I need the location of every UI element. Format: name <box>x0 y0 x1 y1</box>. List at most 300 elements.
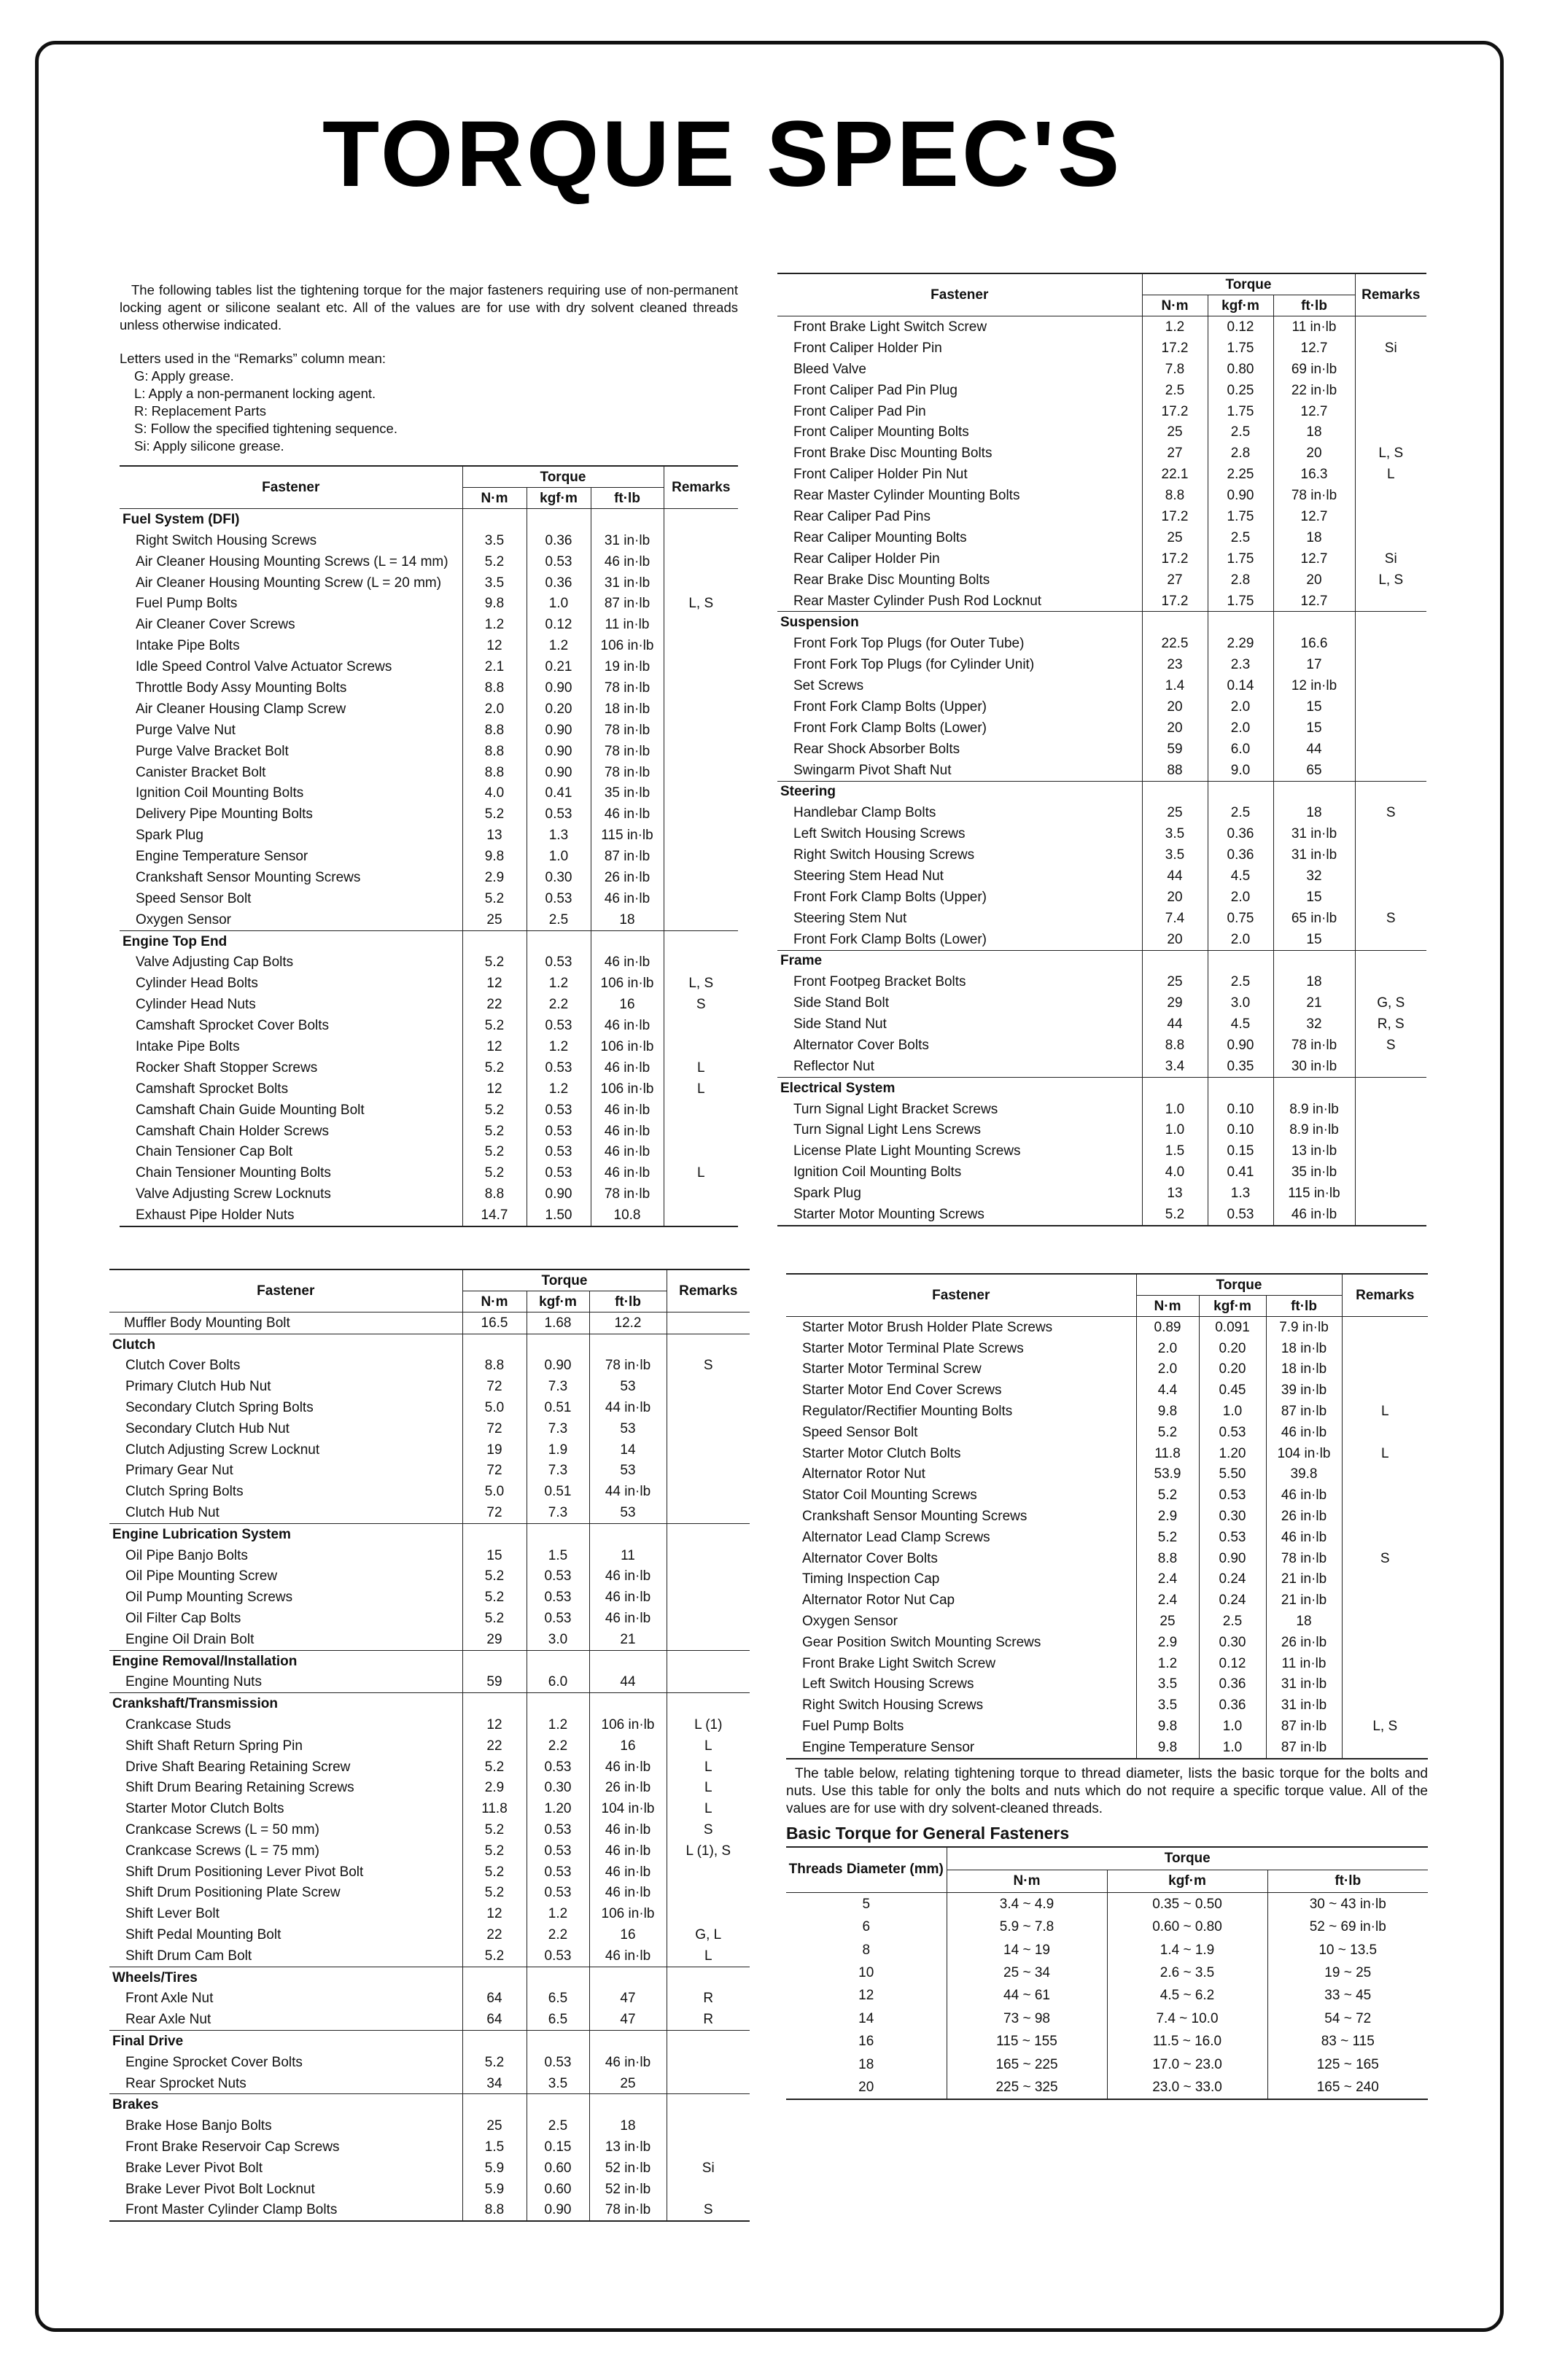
kgfm-value: 0.15 <box>527 2136 589 2158</box>
ftlb-value: 46 in·lb <box>1273 1204 1355 1226</box>
nm-value: 25 <box>1142 421 1208 443</box>
kgfm-value: 2.5 <box>1208 971 1273 992</box>
table-row <box>777 633 1426 654</box>
fastener-name: Front Brake Light Switch Screw <box>793 319 987 335</box>
thread-diameter: 18 <box>858 2056 874 2072</box>
kgfm-value: 1.2 <box>527 973 591 994</box>
nm-value: 8.8 <box>462 720 527 741</box>
nm-value: 25 <box>1136 1611 1199 1632</box>
remarks-value <box>664 762 738 783</box>
ftlb-value: 47 <box>589 1988 667 2010</box>
ftlb-value: 46 in·lb <box>589 1608 667 1629</box>
fastener-name: Shift Drum Positioning Lever Pivot Bolt <box>125 1864 364 1880</box>
kgfm-value: 0.20 <box>1199 1359 1266 1380</box>
ftlb-value: 106 in·lb <box>589 1903 667 1924</box>
table-row <box>777 802 1426 823</box>
thread-diameter: 6 <box>862 1919 871 1935</box>
fastener-name: Delivery Pipe Mounting Bolts <box>136 806 313 822</box>
kgfm-value: 5.50 <box>1199 1464 1266 1485</box>
kgfm-value: 2.2 <box>527 994 591 1015</box>
kgfm-value: 0.51 <box>527 1397 589 1418</box>
kgfm-value: 0.90 <box>527 1183 591 1205</box>
fastener-name: Crankcase Screws (L = 50 mm) <box>125 1822 319 1838</box>
ftlb-range: 30 ~ 43 in·lb <box>1267 1892 1428 1916</box>
remarks-value <box>1355 971 1426 992</box>
nm-value: 27 <box>1142 443 1208 464</box>
nm-value: 5.2 <box>462 1883 527 1904</box>
table-row <box>109 2073 750 2094</box>
nm-value: 17.2 <box>1142 401 1208 422</box>
fastener-name: Rear Caliper Mounting Bolts <box>793 529 967 545</box>
nm-value: 4.0 <box>462 782 527 804</box>
kgfm-value: 0.20 <box>527 699 591 720</box>
kgfm-value: 0.36 <box>527 572 591 594</box>
ftlb-value: 17 <box>1273 654 1355 675</box>
ftlb-value: 16 <box>589 1924 667 1945</box>
table-row <box>120 720 738 741</box>
kgfm-value: 0.36 <box>1199 1674 1266 1695</box>
remarks-value <box>667 1461 750 1482</box>
remarks-value <box>1355 929 1426 950</box>
ftlb-value: 13 in·lb <box>1273 1140 1355 1162</box>
remarks-value <box>664 699 738 720</box>
kgfm-value: 2.2 <box>527 1924 589 1945</box>
thread-diameter: 16 <box>858 2034 874 2050</box>
table-row <box>120 593 738 614</box>
ftlb-value: 87 in·lb <box>1266 1716 1342 1737</box>
torque-table <box>777 273 1426 1226</box>
ftlb-value: 78 in·lb <box>591 762 664 783</box>
table-row <box>777 338 1426 359</box>
remarks-value: L <box>667 1798 750 1819</box>
remarks-value <box>667 1502 750 1523</box>
basic-note-text: The table below, relating tightening torque to thread diameter, lists the basic torque for the bolts and nuts. Use this table for only the bolts and nuts which do not require a specific torque value. All of the values are for use with dry solvent-cleaned threads. <box>786 1765 1428 1816</box>
thread-diameter: 8 <box>862 1942 871 1958</box>
fastener-name: Rear Master Cylinder Mounting Bolts <box>793 488 1020 504</box>
table-row <box>786 1380 1428 1401</box>
ftlb-value: 46 in·lb <box>591 888 664 909</box>
remarks-value <box>1342 1527 1428 1548</box>
nm-range: 14 ~ 19 <box>947 1939 1107 1961</box>
remarks-value <box>1355 591 1426 612</box>
ftlb-value: 13 in·lb <box>589 2136 667 2158</box>
ftlb-value: 18 <box>1273 971 1355 992</box>
fastener-name: Front Fork Clamp Bolts (Lower) <box>793 720 987 736</box>
ftlb-value: 87 in·lb <box>1266 1401 1342 1422</box>
section-header <box>109 1650 750 1671</box>
fastener-name: Shift Shaft Return Spring Pin <box>125 1738 303 1754</box>
section-label: Brakes <box>109 2094 462 2115</box>
table-row <box>777 823 1426 844</box>
kgfm-value: 2.5 <box>1208 527 1273 548</box>
fastener-header: Fastener <box>120 466 462 509</box>
fastener-name: Gear Position Switch Mounting Screws <box>802 1634 1041 1650</box>
kgfm-value: 0.53 <box>1199 1485 1266 1506</box>
ftlb-value: 46 in·lb <box>589 1587 667 1608</box>
ftlb-value: 52 in·lb <box>589 2179 667 2200</box>
table-row <box>109 2136 750 2158</box>
nm-value: 1.0 <box>1142 1099 1208 1120</box>
remarks-value <box>1355 675 1426 696</box>
table-row <box>109 1862 750 1883</box>
kgfm-value: 0.53 <box>527 888 591 909</box>
nm-value: 2.0 <box>462 699 527 720</box>
table-row <box>120 1183 738 1205</box>
fastener-name: Set Screws <box>793 677 864 693</box>
nm-value: 2.5 <box>1142 380 1208 401</box>
kgfm-value: 0.53 <box>527 551 591 572</box>
table-row <box>786 2053 1428 2075</box>
remarks-value: L <box>667 1778 750 1799</box>
nm-value: 16.5 <box>462 1312 527 1334</box>
fastener-name: Camshaft Chain Holder Screws <box>136 1123 330 1139</box>
table-row <box>786 1359 1428 1380</box>
table-row <box>777 844 1426 866</box>
nm-value: 22.1 <box>1142 464 1208 485</box>
kgfm-value: 2.0 <box>1208 887 1273 908</box>
ftlb-value: 15 <box>1273 718 1355 739</box>
nm-value: 29 <box>1142 992 1208 1014</box>
section-header <box>777 612 1426 633</box>
nm-value: 3.5 <box>1142 823 1208 844</box>
table-row <box>120 825 738 846</box>
fastener-name: Valve Adjusting Screw Locknuts <box>136 1186 331 1202</box>
torque-table <box>786 1273 1428 1759</box>
nm-value: 5.2 <box>462 1566 527 1587</box>
fastener-name: Speed Sensor Bolt <box>136 890 252 906</box>
nm-value: 2.9 <box>1136 1632 1199 1653</box>
table-row <box>109 1418 750 1439</box>
table-row <box>777 739 1426 760</box>
table-row <box>786 1506 1428 1527</box>
nm-value: 88 <box>1142 760 1208 781</box>
table-row <box>777 506 1426 527</box>
nm-value: 34 <box>462 2073 527 2094</box>
section-label: Crankshaft/Transmission <box>109 1693 462 1714</box>
table-row <box>109 1672 750 1693</box>
fastener-name: Oil Filter Cap Bolts <box>125 1611 241 1627</box>
table-row <box>786 1548 1428 1569</box>
remarks-value <box>664 909 738 930</box>
remarks-value <box>1355 506 1426 527</box>
table-row <box>786 1674 1428 1695</box>
kgfm-value: 0.12 <box>527 614 591 635</box>
nm-value: 19 <box>462 1439 527 1461</box>
kgfm-header: kgf·m <box>527 1291 589 1312</box>
section-label: Suspension <box>777 612 1142 633</box>
kgfm-header: kgf·m <box>527 488 591 509</box>
kgfm-value: 2.0 <box>1208 929 1273 950</box>
fastener-header: Fastener <box>777 273 1142 316</box>
fastener-name: Front Brake Light Switch Screw <box>802 1655 996 1671</box>
kgfm-value: 2.29 <box>1208 633 1273 654</box>
remarks-header: Remarks <box>1355 273 1426 316</box>
nm-value: 5.2 <box>462 1100 527 1121</box>
fastener-name: Alternator Lead Clamp Screws <box>802 1529 990 1545</box>
ftlb-value: 46 in·lb <box>591 1100 664 1121</box>
fastener-name: Swingarm Pivot Shaft Nut <box>793 762 952 778</box>
nm-value: 20 <box>1142 929 1208 950</box>
fastener-name: Shift Drum Cam Bolt <box>125 1948 252 1964</box>
kgfm-value: 1.0 <box>1199 1401 1266 1422</box>
nm-value: 8.8 <box>462 1356 527 1377</box>
fastener-name: Rear Sprocket Nuts <box>125 2075 246 2091</box>
table-row <box>777 866 1426 887</box>
fastener-name: Crankshaft Sensor Mounting Screws <box>802 1509 1028 1525</box>
ftlb-value: 12.7 <box>1273 401 1355 422</box>
fastener-name: Turn Signal Light Lens Screws <box>793 1122 981 1138</box>
nm-value: 1.5 <box>462 2136 527 2158</box>
section-header <box>777 950 1426 971</box>
kgfm-value: 2.5 <box>1199 1611 1266 1632</box>
ftlb-value: 46 in·lb <box>589 1945 667 1967</box>
fastener-name: Alternator Rotor Nut Cap <box>802 1592 955 1609</box>
ftlb-value: 26 in·lb <box>1266 1632 1342 1653</box>
table-row <box>120 1142 738 1163</box>
kgfm-value: 1.3 <box>1208 1183 1273 1204</box>
ftlb-value: 16.3 <box>1273 464 1355 485</box>
table-row <box>777 1119 1426 1140</box>
fastener-name: Starter Motor Mounting Screws <box>793 1206 984 1222</box>
remarks-value <box>664 782 738 804</box>
ftlb-range: 125 ~ 165 <box>1267 2053 1428 2075</box>
kgfm-range: 17.0 ~ 23.0 <box>1107 2053 1267 2075</box>
table-row <box>109 1903 750 1924</box>
table-row <box>777 1162 1426 1183</box>
ftlb-value: 20 <box>1273 443 1355 464</box>
section-label: Electrical System <box>777 1077 1142 1098</box>
kgfm-value: 0.30 <box>1199 1632 1266 1653</box>
nm-value: 25 <box>1142 527 1208 548</box>
remarks-value: S <box>1342 1548 1428 1569</box>
remarks-value <box>1355 527 1426 548</box>
kgfm-value: 0.90 <box>527 741 591 762</box>
ftlb-value: 69 in·lb <box>1273 359 1355 380</box>
kgfm-value: 0.90 <box>1208 485 1273 506</box>
remarks-value <box>1342 1380 1428 1401</box>
kgfm-value: 4.5 <box>1208 1014 1273 1035</box>
table-row <box>120 1162 738 1183</box>
ftlb-value: 46 in·lb <box>591 952 664 973</box>
remarks-value <box>1355 696 1426 718</box>
nm-value: 5.2 <box>462 1015 527 1036</box>
fastener-name: Ignition Coil Mounting Bolts <box>793 1164 962 1181</box>
fastener-name: Spark Plug <box>136 828 203 844</box>
kgfm-value: 0.90 <box>1199 1548 1266 1569</box>
kgfm-value: 1.3 <box>527 825 591 846</box>
nm-value: 1.5 <box>1142 1140 1208 1162</box>
kgfm-value: 0.53 <box>1199 1527 1266 1548</box>
ftlb-value: 31 in·lb <box>1266 1674 1342 1695</box>
ftlb-value: 21 <box>1273 992 1355 1014</box>
nm-value: 22 <box>462 994 527 1015</box>
intro-text <box>120 273 738 455</box>
nm-value: 72 <box>462 1418 527 1439</box>
remarks-value: L <box>667 1757 750 1778</box>
table-row <box>777 696 1426 718</box>
kgfm-value: 2.3 <box>1208 654 1273 675</box>
kgfm-value: 2.8 <box>1208 443 1273 464</box>
nm-value: 5.0 <box>462 1397 527 1418</box>
table-row <box>109 2009 750 2030</box>
fastener-name: Engine Sprocket Cover Bolts <box>125 2054 303 2070</box>
ftlb-value: 44 in·lb <box>589 1481 667 1502</box>
ftlb-value: 46 in·lb <box>591 804 664 825</box>
table-row <box>786 1590 1428 1611</box>
fastener-name: Front Fork Clamp Bolts (Upper) <box>793 699 987 715</box>
section-header <box>109 1967 750 1988</box>
remarks-value <box>664 1100 738 1121</box>
ftlb-value: 52 in·lb <box>589 2158 667 2179</box>
ftlb-value: 53 <box>589 1502 667 1523</box>
fastener-name: Rear Shock Absorber Bolts <box>793 741 960 757</box>
remarks-value <box>1355 485 1426 506</box>
remarks-value <box>1355 887 1426 908</box>
remarks-value: G, S <box>1355 992 1426 1014</box>
table-row <box>777 485 1426 506</box>
ftlb-value: 35 in·lb <box>591 782 664 804</box>
nm-value: 5.2 <box>462 1862 527 1883</box>
fastener-name: Shift Pedal Mounting Bolt <box>125 1927 281 1942</box>
basic-torque-header: Torque <box>947 1847 1428 1870</box>
table-row <box>777 992 1426 1014</box>
fastener-name: Front Caliper Mounting Bolts <box>793 424 969 440</box>
table-row <box>109 1356 750 1377</box>
table-row <box>109 1735 750 1757</box>
ftlb-value: 78 in·lb <box>591 720 664 741</box>
nm-value: 1.2 <box>1136 1653 1199 1674</box>
kgfm-value: 0.30 <box>527 1778 589 1799</box>
kgfm-value: 1.0 <box>527 593 591 614</box>
kgfm-value: 3.5 <box>527 2073 589 2094</box>
fastener-name: Starter Motor Terminal Screw <box>802 1361 982 1377</box>
nm-value: 5.2 <box>462 1162 527 1183</box>
kgfm-range: 1.4 ~ 1.9 <box>1107 1939 1267 1961</box>
table-row <box>786 1892 1428 1916</box>
kgfm-value: 1.9 <box>527 1439 589 1461</box>
table-row <box>777 443 1426 464</box>
section-label: Engine Lubrication System <box>109 1523 462 1544</box>
kgfm-value: 0.53 <box>527 2052 589 2073</box>
ftlb-value: 78 in·lb <box>591 1183 664 1205</box>
ftlb-value: 46 in·lb <box>589 1883 667 1904</box>
nm-value: 17.2 <box>1142 506 1208 527</box>
nm-value: 22 <box>462 1735 527 1757</box>
ftlb-value: 31 in·lb <box>1266 1695 1342 1716</box>
fastener-name: Primary Gear Nut <box>125 1463 233 1479</box>
remarks-value <box>1342 1569 1428 1590</box>
fastener-name: Ignition Coil Mounting Bolts <box>136 785 304 801</box>
kgfm-header: kgf·m <box>1199 1296 1266 1317</box>
table-row <box>777 1014 1426 1035</box>
remarks-value <box>1355 866 1426 887</box>
legend-heading: Letters used in the “Remarks” column mean: <box>120 351 386 366</box>
table-row <box>109 1481 750 1502</box>
basic-kgfm-header: kgf·m <box>1107 1870 1267 1892</box>
basic-ftlb-header: ft·lb <box>1267 1870 1428 1892</box>
fastener-name: Starter Motor Terminal Plate Screws <box>802 1340 1024 1356</box>
table-row <box>120 1057 738 1078</box>
fastener-name: Steering Stem Nut <box>793 910 907 926</box>
nm-value: 8.8 <box>1142 485 1208 506</box>
nm-value: 2.9 <box>462 1778 527 1799</box>
kgfm-value: 0.53 <box>1199 1422 1266 1443</box>
fastener-name: Fuel Pump Bolts <box>802 1719 904 1735</box>
fastener-name: Oxygen Sensor <box>136 911 231 928</box>
section-label: Fuel System (DFI) <box>120 509 462 530</box>
remarks-value <box>1342 1506 1428 1527</box>
kgfm-value: 0.21 <box>527 656 591 677</box>
nm-value: 14.7 <box>462 1205 527 1226</box>
kgfm-value: 0.30 <box>1199 1506 1266 1527</box>
ftlb-value: 46 in·lb <box>589 1819 667 1840</box>
fastener-name: Front Caliper Holder Pin Nut <box>793 467 968 483</box>
ftlb-value: 39 in·lb <box>1266 1380 1342 1401</box>
ftlb-value: 53 <box>589 1461 667 1482</box>
section-label: Steering <box>777 781 1142 802</box>
nm-value: 72 <box>462 1461 527 1482</box>
table-row <box>786 1569 1428 1590</box>
fastener-name: Side Stand Nut <box>793 1016 887 1032</box>
ftlb-value: 53 <box>589 1418 667 1439</box>
section-header <box>777 1077 1426 1098</box>
remarks-value: L <box>1342 1443 1428 1464</box>
table-row <box>109 1608 750 1629</box>
kgfm-value: 1.68 <box>527 1312 589 1334</box>
kgfm-value: 0.53 <box>527 1587 589 1608</box>
table-row <box>109 1587 750 1608</box>
torque-header: Torque <box>462 466 664 488</box>
table-row <box>120 677 738 699</box>
nm-value: 53.9 <box>1136 1464 1199 1485</box>
ftlb-value: 46 in·lb <box>589 1840 667 1862</box>
kgfm-value: 7.3 <box>527 1376 589 1397</box>
fastener-name: Left Switch Housing Screws <box>802 1676 974 1692</box>
nm-value: 17.2 <box>1142 548 1208 569</box>
nm-range: 165 ~ 225 <box>947 2053 1107 2075</box>
ftlb-value: 20 <box>1273 569 1355 591</box>
remarks-value: Si <box>1355 338 1426 359</box>
remarks-value <box>664 572 738 594</box>
panel-clutch-drive <box>109 1269 750 2222</box>
remarks-value <box>1342 1317 1428 1338</box>
legend-item: R: Replacement Parts <box>134 403 266 419</box>
nm-value: 5.0 <box>462 1481 527 1502</box>
ftlb-value: 12.2 <box>589 1312 667 1334</box>
remarks-value <box>667 1397 750 1418</box>
table-row <box>120 1121 738 1142</box>
kgfm-range: 23.0 ~ 33.0 <box>1107 2076 1267 2099</box>
nm-value: 64 <box>462 2009 527 2030</box>
nm-value: 12 <box>462 973 527 994</box>
fastener-name: Starter Motor Clutch Bolts <box>802 1445 961 1461</box>
ftlb-header: ft·lb <box>589 1291 667 1312</box>
panel-brakes-chassis <box>777 273 1426 1226</box>
table-row <box>109 1883 750 1904</box>
kgfm-value: 0.36 <box>1208 844 1273 866</box>
kgfm-value: 3.0 <box>1208 992 1273 1014</box>
ftlb-value: 8.9 in·lb <box>1273 1119 1355 1140</box>
ftlb-value: 65 in·lb <box>1273 908 1355 929</box>
kgfm-value: 1.2 <box>527 1036 591 1057</box>
kgfm-value: 0.41 <box>527 782 591 804</box>
kgfm-value: 0.12 <box>1208 316 1273 338</box>
table-row <box>120 994 738 1015</box>
fastener-name: Speed Sensor Bolt <box>802 1424 918 1440</box>
ftlb-value: 44 <box>589 1672 667 1693</box>
table-row <box>777 908 1426 929</box>
kgfm-value: 0.90 <box>527 720 591 741</box>
